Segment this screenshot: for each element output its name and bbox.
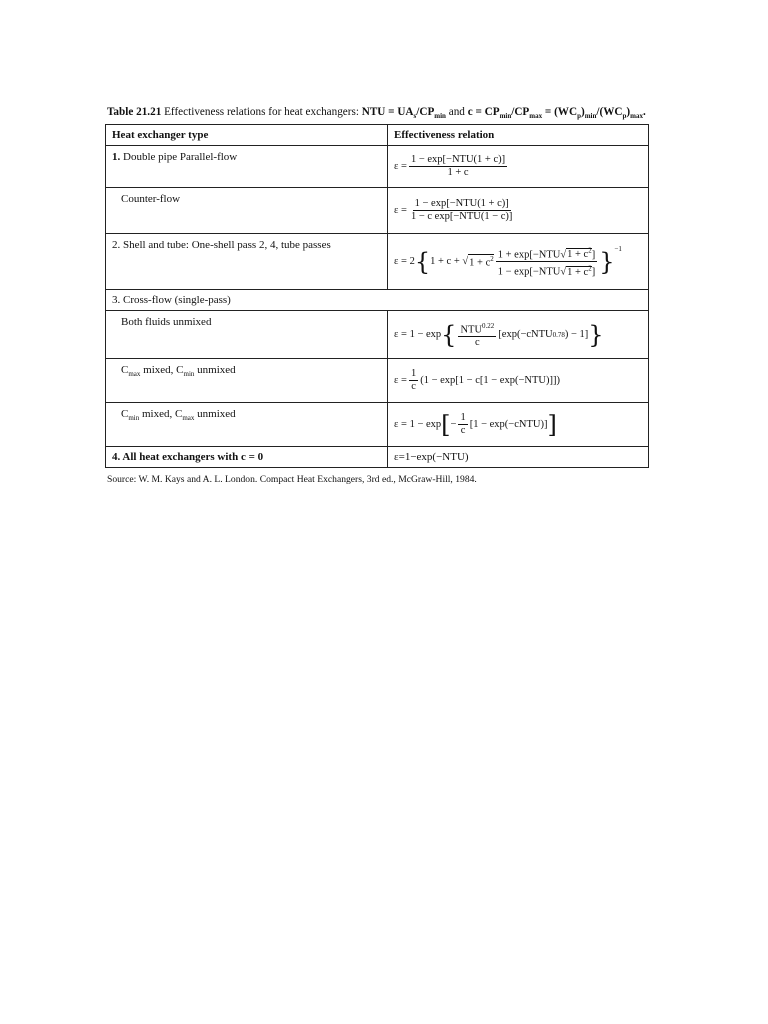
c-definition: $c = CP_{min}/CP_{max} = (WC_p)_{min}/(WC_p)_{max}$. [467,106,646,121]
row-shell-tube-type: 2. Shell and tube: One-shell pass 2, 4, tube passes [106,234,388,290]
header-relation: Effectiveness relation [388,125,649,146]
row-counter-flow-type: Counter-flow [106,188,388,234]
ntu-definition: NTU = $UA_s/CP_{min}$ [361,106,446,121]
header-type: Heat exchanger type [106,125,388,146]
effectiveness-table [105,124,649,468]
row-cmax-mixed-relation: ε = $\frac{1}{c}$ (1 − exp[1 − c[1 − exp(−NTU)]]) [388,359,649,403]
row-cmax-mixed-type: $C_{max}$ mixed, $C_{min}$ unmixed [106,359,388,403]
row-c-zero-type: 4. All heat exchangers with c = 0 [106,447,388,468]
table-number: Table 21.21 [107,106,162,118]
table-row [106,403,649,447]
table-row [106,188,649,234]
table-row [106,359,649,403]
row-counter-flow-relation: ε = $\frac{\text{1 − exp[−NTU(1 + c)]}}{\text{1 − c exp[−NTU(1 − c)]}}$ [388,188,649,234]
caption-text: Effectiveness relations for heat exchangers: [164,106,359,118]
table-row [106,447,649,468]
table-row [106,311,649,359]
row-parallel-flow-relation: ε = $\frac{\text{1 − exp[−NTU(1 + c)]}}{1 + c}$ [388,146,649,188]
table-row [106,234,649,290]
row-shell-tube-relation: ε = 2 { 1 + c + √ $1 + c^2$ $\frac{1 + \exp[-NTU√1 + c^2]}{1 - \exp[-NTU√1 + c^2]}$ } $^{-1}$ [388,234,649,290]
row-cmin-mixed-relation: ε = 1 − exp [ − $\frac{1}{c}$ [1 − exp(−cNTU)] ] [388,403,649,447]
table-caption [107,106,652,120]
row-both-unmixed-type: Both fluids unmixed [106,311,388,359]
row-cross-flow-heading: 3. Cross-flow (single-pass) [106,290,649,311]
row-cmin-mixed-type: $C_{min}$ mixed, $C_{max}$ unmixed [106,403,388,447]
table-row [106,290,649,311]
row-both-unmixed-relation: ε = 1 − exp { $\frac{NTU^{0.22}}{c}$ [exp(−cNTU 0.78 ) − 1] } [388,311,649,359]
row-parallel-flow-type: 1. Double pipe Parallel-flow [106,146,388,188]
table-row [106,146,649,188]
table-header-row [106,125,649,146]
table-source-note: Source: W. M. Kays and A. L. London. Compact Heat Exchangers, 3rd ed., McGraw-Hill, 1984. [107,474,477,485]
caption-and: and [448,106,465,118]
row-c-zero-relation: ε=1−exp(−NTU) [388,447,649,468]
